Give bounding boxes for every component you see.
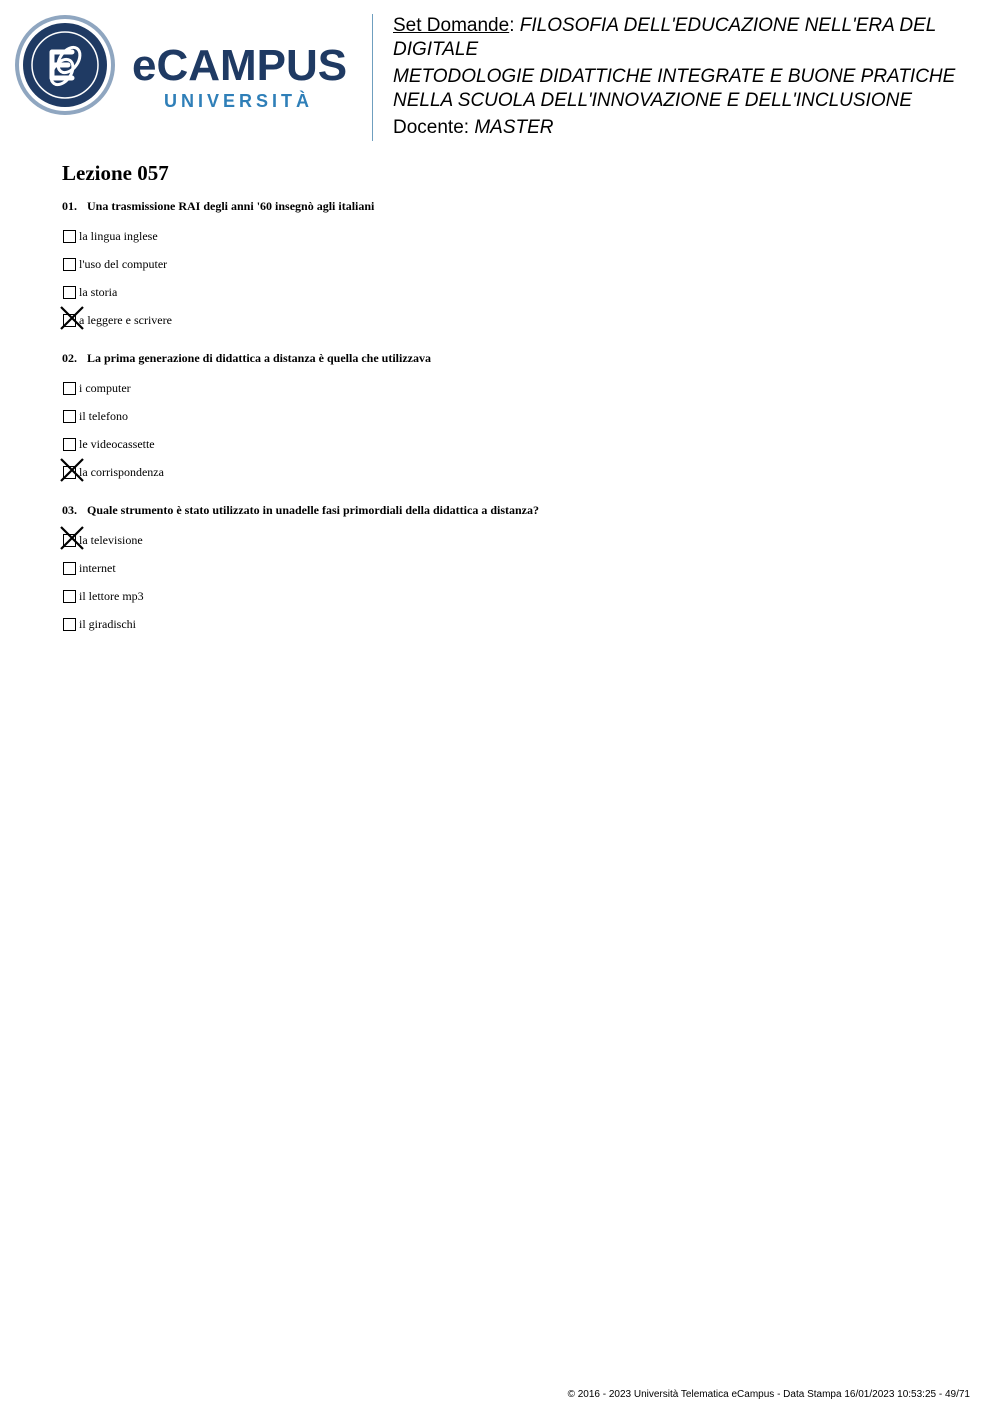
question-list [62,196,962,638]
answer-option[interactable] [62,278,962,306]
answer-option[interactable] [62,610,962,638]
question-text: Quale strumento è stato utilizzato in unadelle fasi primordiali della didattica a distanza? [87,503,539,517]
answer-option[interactable] [62,402,962,430]
ecampus-logo [14,14,359,118]
checkbox[interactable] [63,382,76,395]
answer-option[interactable] [62,250,962,278]
course-subtitle: METODOLOGIE DIDATTICHE INTEGRATE E BUONE PRATICHE NELLA SCUOLA DELL'INNOVAZIONE E DELL'INCLUSIONE [393,66,956,111]
question [62,500,962,638]
question-number: 03. [62,503,77,517]
question [62,348,962,500]
answer-option[interactable] [62,222,962,250]
answer-option[interactable] [62,554,962,582]
set-line [393,14,983,61]
checkbox[interactable] [63,230,76,243]
option-text: il giradischi [79,617,136,631]
answer-options [62,368,962,486]
checked-checkbox[interactable] [63,534,76,547]
question-number: 02. [62,351,77,365]
option-text: le videocassette [79,437,155,451]
set-label: Set Domande [393,15,510,36]
page-footer: © 2016 - 2023 Università Telematica eCampus - Data Stampa 16/01/2023 10:53:25 - 49/71 [567,1389,970,1400]
question [62,196,962,348]
option-text: la storia [79,285,118,299]
answer-option[interactable] [62,582,962,610]
docente-value: MASTER [474,117,554,138]
logo-subtitle: UNIVERSITÀ [164,91,314,111]
page-header [0,0,1000,150]
answer-option[interactable] [62,374,962,402]
answer-option[interactable] [62,306,962,334]
option-text: la corrispondenza [79,465,164,479]
question-title [62,348,962,368]
option-text: l'uso del computer [79,257,168,271]
answer-option[interactable] [62,430,962,458]
answer-option[interactable] [62,526,962,554]
option-text: i computer [79,381,131,395]
checked-checkbox[interactable] [63,466,76,479]
docente-label: Docente: [393,117,475,138]
answer-options [62,216,962,334]
checkbox[interactable] [63,590,76,603]
question-number: 01. [62,199,77,213]
question-title [62,196,962,216]
checkbox[interactable] [63,286,76,299]
question-title [62,500,962,520]
checked-checkbox[interactable] [63,314,76,327]
checkbox[interactable] [63,410,76,423]
checkbox[interactable] [63,258,76,271]
option-text: internet [79,561,116,575]
checkbox[interactable] [63,562,76,575]
option-text: a leggere e scrivere [79,313,172,327]
answer-option[interactable] [62,458,962,486]
option-text: la lingua inglese [79,229,158,243]
checkbox[interactable] [63,618,76,631]
header-text [393,14,983,140]
answer-options [62,520,962,638]
logo-wordmark: eCAMPUS [132,41,348,90]
checkbox[interactable] [63,438,76,451]
question-text: Una trasmissione RAI degli anni '60 insegnò agli italiani [87,199,375,213]
option-text: la televisione [79,533,143,547]
header-divider [372,14,373,141]
option-text: il telefono [79,409,128,423]
question-text: La prima generazione di didattica a distanza è quella che utilizzava [87,351,431,365]
lesson-title: Lezione 057 [62,161,169,185]
set-value: FILOSOFIA DELL'EDUCAZIONE NELL'ERA DEL DIGITALE [393,15,936,60]
set-colon: : [509,15,520,36]
docente-line [393,116,983,140]
option-text: il lettore mp3 [79,589,144,603]
